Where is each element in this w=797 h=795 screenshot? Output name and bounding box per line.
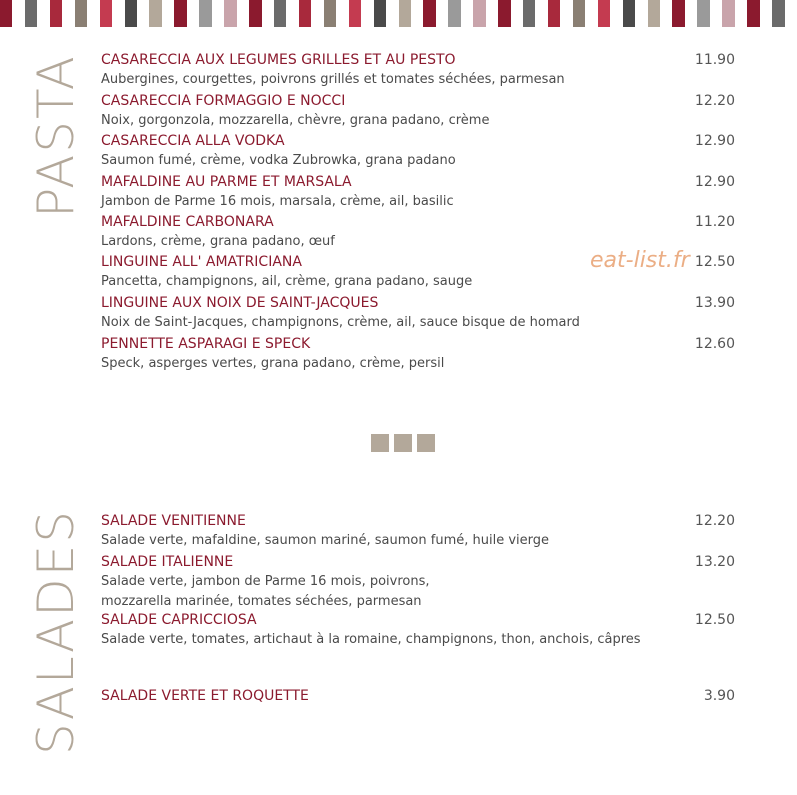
stripe xyxy=(573,0,585,27)
stripe xyxy=(336,0,348,27)
menu-item-name: SALADE ITALIENNE xyxy=(101,554,234,570)
menu-item-description: Pancetta, champignons, ail, crème, grana padano, sauge xyxy=(101,274,473,289)
menu-item-description: Lardons, crème, grana padano, œuf xyxy=(101,234,335,249)
menu-item-name: MAFALDINE CARBONARA xyxy=(101,214,274,230)
stripe xyxy=(747,0,759,27)
menu-item-price: 12.50 xyxy=(694,254,735,270)
stripe xyxy=(623,0,635,27)
menu-item-description: Noix, gorgonzola, mozzarella, chèvre, grana padano, crème xyxy=(101,113,490,128)
stripe xyxy=(274,0,286,27)
stripe xyxy=(112,0,124,27)
menu-item-price: 13.20 xyxy=(694,554,735,570)
stripe xyxy=(149,0,161,27)
stripe xyxy=(685,0,697,27)
stripe xyxy=(735,0,747,27)
stripe xyxy=(386,0,398,27)
menu-item-price: 12.60 xyxy=(694,336,735,352)
menu-item xyxy=(101,334,741,374)
divider-square xyxy=(417,434,435,452)
menu-item xyxy=(101,91,741,131)
stripe xyxy=(660,0,672,27)
stripe xyxy=(511,0,523,27)
stripe xyxy=(87,0,99,27)
menu-item-price: 12.50 xyxy=(694,612,735,628)
stripe xyxy=(174,0,186,27)
stripe xyxy=(436,0,448,27)
stripe xyxy=(486,0,498,27)
stripe xyxy=(473,0,485,27)
stripe xyxy=(722,0,734,27)
stripe xyxy=(710,0,722,27)
menu-item-price: 12.90 xyxy=(694,133,735,149)
stripe xyxy=(374,0,386,27)
stripe xyxy=(137,0,149,27)
menu-item xyxy=(101,552,741,612)
menu-item xyxy=(101,212,741,252)
menu-item-price: 11.20 xyxy=(694,214,735,230)
stripe xyxy=(498,0,510,27)
stripe xyxy=(299,0,311,27)
stripe xyxy=(100,0,112,27)
stripe xyxy=(411,0,423,27)
stripe xyxy=(349,0,361,27)
stripe xyxy=(0,0,12,27)
menu-item-price: 13.90 xyxy=(694,295,735,311)
stripe xyxy=(399,0,411,27)
stripe xyxy=(610,0,622,27)
stripe xyxy=(598,0,610,27)
stripe xyxy=(672,0,684,27)
stripe xyxy=(548,0,560,27)
stripe xyxy=(162,0,174,27)
divider-square xyxy=(394,434,412,452)
stripe xyxy=(324,0,336,27)
stripe xyxy=(648,0,660,27)
stripe xyxy=(25,0,37,27)
menu-item-price: 11.90 xyxy=(694,52,735,68)
stripe xyxy=(125,0,137,27)
menu-item-description: mozzarella marinée, tomates séchées, parmesan xyxy=(101,594,422,609)
menu-item-description: Jambon de Parme 16 mois, marsala, crème, ail, basilic xyxy=(101,194,454,209)
section-title-salades: SALADES xyxy=(27,509,85,755)
section-divider xyxy=(371,434,435,452)
menu-item-description: Speck, asperges vertes, grana padano, crème, persil xyxy=(101,356,445,371)
menu-item-description: Aubergines, courgettes, poivrons grillés et tomates séchées, parmesan xyxy=(101,72,565,87)
stripe xyxy=(461,0,473,27)
stripe xyxy=(448,0,460,27)
menu-item-description: Noix de Saint-Jacques, champignons, crème, ail, sauce bisque de homard xyxy=(101,315,580,330)
stripe xyxy=(785,0,797,27)
stripe xyxy=(697,0,709,27)
stripe xyxy=(635,0,647,27)
stripe xyxy=(199,0,211,27)
menu-item-name: LINGUINE AUX NOIX DE SAINT-JACQUES xyxy=(101,295,379,311)
menu-item-description: Saumon fumé, crème, vodka Zubrowka, grana padano xyxy=(101,153,456,168)
stripe xyxy=(311,0,323,27)
stripe xyxy=(12,0,24,27)
stripe xyxy=(760,0,772,27)
menu-item xyxy=(101,293,741,333)
menu-item-price: 12.90 xyxy=(694,174,735,190)
stripe xyxy=(262,0,274,27)
stripe xyxy=(212,0,224,27)
menu-item-description: Salade verte, tomates, artichaut à la romaine, champignons, thon, anchois, câpres xyxy=(101,632,641,647)
decorative-stripe-band xyxy=(0,0,797,27)
stripe xyxy=(361,0,373,27)
menu-item-name: LINGUINE ALL' AMATRICIANA xyxy=(101,254,302,270)
stripe xyxy=(50,0,62,27)
menu-item-description: Salade verte, mafaldine, saumon mariné, saumon fumé, huile vierge xyxy=(101,533,549,548)
menu-item-price: 12.20 xyxy=(694,513,735,529)
stripe xyxy=(523,0,535,27)
menu-item xyxy=(101,686,741,706)
stripe xyxy=(772,0,784,27)
stripe xyxy=(585,0,597,27)
stripe xyxy=(224,0,236,27)
stripe xyxy=(187,0,199,27)
menu-item-name: MAFALDINE AU PARME ET MARSALA xyxy=(101,174,352,190)
stripe xyxy=(62,0,74,27)
section-title-pasta: PASTA xyxy=(27,54,85,218)
menu-item-name: SALADE CAPRICCIOSA xyxy=(101,612,257,628)
watermark: eat-list.fr xyxy=(590,248,690,273)
menu-item xyxy=(101,610,741,650)
menu-item xyxy=(101,172,741,212)
menu-item-name: PENNETTE ASPARAGI E SPECK xyxy=(101,336,311,352)
stripe xyxy=(237,0,249,27)
menu-item xyxy=(101,131,741,171)
stripe xyxy=(423,0,435,27)
stripe xyxy=(75,0,87,27)
stripe xyxy=(535,0,547,27)
menu-item-price: 3.90 xyxy=(703,688,735,704)
menu-item-price: 12.20 xyxy=(694,93,735,109)
menu-item-name: CASARECCIA AUX LEGUMES GRILLES ET AU PESTO xyxy=(101,52,456,68)
divider-square xyxy=(371,434,389,452)
menu-item xyxy=(101,50,741,90)
menu-item-name: SALADE VENITIENNE xyxy=(101,513,246,529)
menu-item-name: SALADE VERTE ET ROQUETTE xyxy=(101,688,309,704)
stripe xyxy=(286,0,298,27)
menu-item-description: Salade verte, jambon de Parme 16 mois, poivrons, xyxy=(101,574,430,589)
menu-item-name: CASARECCIA FORMAGGIO E NOCCI xyxy=(101,93,346,109)
stripe xyxy=(37,0,49,27)
stripe xyxy=(249,0,261,27)
menu-item-name: CASARECCIA ALLA VODKA xyxy=(101,133,285,149)
menu-item xyxy=(101,511,741,551)
stripe xyxy=(560,0,572,27)
